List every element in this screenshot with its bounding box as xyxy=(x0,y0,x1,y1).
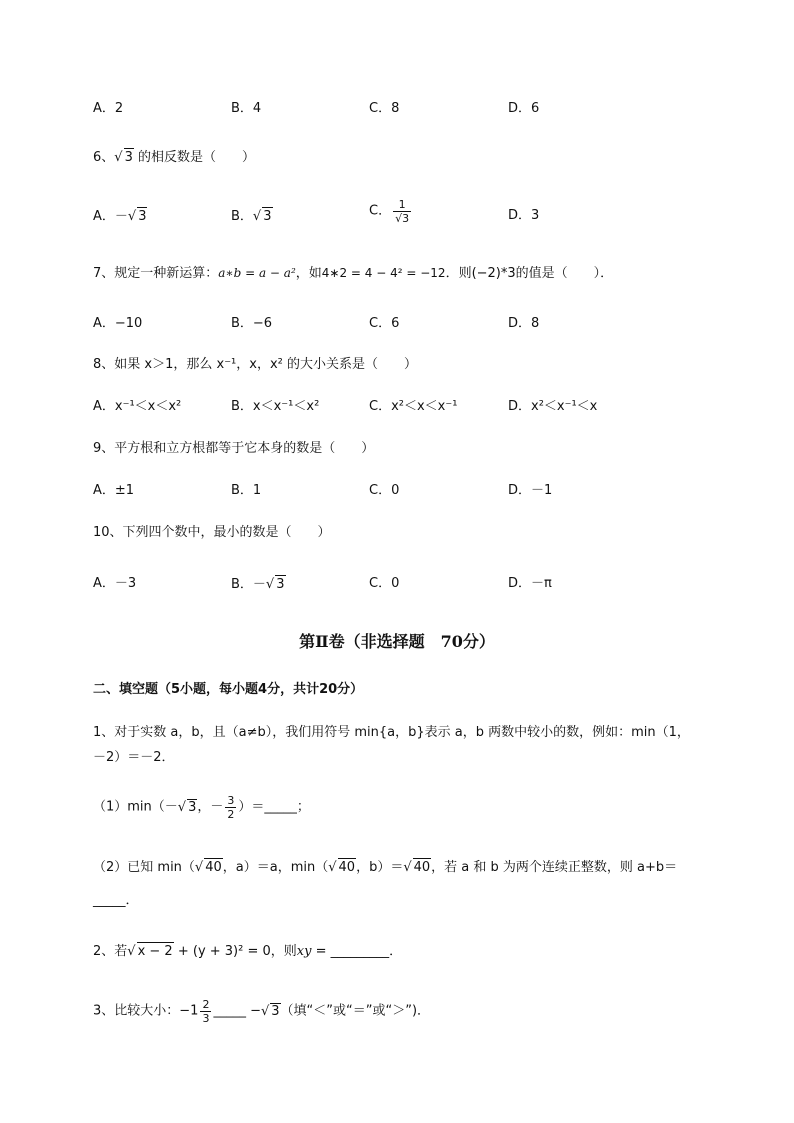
q9-option-d: D．－1 xyxy=(508,483,553,498)
q10-option-a: A．－3 xyxy=(93,576,137,591)
q5-option-c: C．8 xyxy=(369,101,400,116)
f1-part2: （2）已知 min（√ 40，a）＝a，min（√ 40，b）＝√ 40，若 a 和 b 为两个连续正整数，则 a+b＝ xyxy=(93,860,678,875)
q10-option-d: D．－π xyxy=(508,576,552,591)
q6-option-c: C． $\frac{1}{√3}$ xyxy=(369,198,410,225)
q5-option-b: B．4 xyxy=(231,101,262,116)
q9-stem: 9、平方根和立方根都等于它本身的数是（ ） xyxy=(93,441,375,456)
q8-option-d: D．x²＜x⁻¹＜x xyxy=(508,399,598,414)
q9-option-a: A．±1 xyxy=(93,483,135,498)
q7-stem: 7、规定一种新运算：a∗b = a − a²，如4∗2 = 4 − 4² = −12．则(−2)*3的值是（ ）． xyxy=(93,266,614,281)
section-heading: 二、填空题（5小题，每小题4分，共计20分） xyxy=(93,682,364,697)
f1-line1: 1、对于实数 a，b，且（a≠b），我们用符号 min{a，b}表示 a，b 两数中较小的数，例如：min（1， xyxy=(93,725,690,740)
q6-option-b: B．√ 3 xyxy=(231,209,272,224)
f1-part1: （1）min（－√ 3，－ $\frac{3}{2}$ ）＝_____； xyxy=(93,794,310,821)
q10-option-b: B．－√ 3 xyxy=(231,577,285,592)
q7-option-a: A．−10 xyxy=(93,316,143,331)
q6-number: 6、 xyxy=(93,150,115,165)
f1-line2: －2）＝－2． xyxy=(93,750,175,765)
q8-stem: 8、如果 x＞1，那么 x⁻¹，x，x² 的大小关系是（ ） xyxy=(93,357,417,372)
f3-line: 3、比较大小：−1 $\frac{2}{3}$ _____ −√ 3（填“＜”或“＝”或“＞”)． xyxy=(93,998,431,1025)
q8-option-a: A．x⁻¹＜x＜x² xyxy=(93,399,182,414)
q5-option-d: D．6 xyxy=(508,101,540,116)
q7-option-b: B．−6 xyxy=(231,316,273,331)
q6-option-d: D．3 xyxy=(508,208,540,223)
part-title: 第Ⅱ卷（非选择题 70分） xyxy=(299,632,495,651)
f2-line: 2、若√ x − 2 + (y + 3)² = 0，则xy = _________． xyxy=(93,944,403,959)
q5-option-a: A．2 xyxy=(93,101,124,116)
q6-stem-text: 的相反数是（ ） xyxy=(138,150,256,165)
q7-rule: a∗b = a − a² xyxy=(218,266,296,280)
sqrt-sign: √ 3 xyxy=(114,150,133,165)
q7-option-c: C．6 xyxy=(369,316,400,331)
f1-part2-answer-line: _____． xyxy=(93,893,139,908)
q10-option-c: C．0 xyxy=(369,576,400,591)
q10-stem: 10、下列四个数中，最小的数是（ ） xyxy=(93,525,331,540)
q9-option-b: B．1 xyxy=(231,483,262,498)
q6-option-a: A．－√ 3 xyxy=(93,209,147,224)
q9-option-c: C．0 xyxy=(369,483,400,498)
q7-option-d: D．8 xyxy=(508,316,540,331)
q8-option-c: C．x²＜x＜x⁻¹ xyxy=(369,399,458,414)
q6-stem xyxy=(93,148,255,167)
q8-option-b: B．x＜x⁻¹＜x² xyxy=(231,399,320,414)
q7-example: 4∗2 = 4 − 4² = −12 xyxy=(321,266,446,280)
